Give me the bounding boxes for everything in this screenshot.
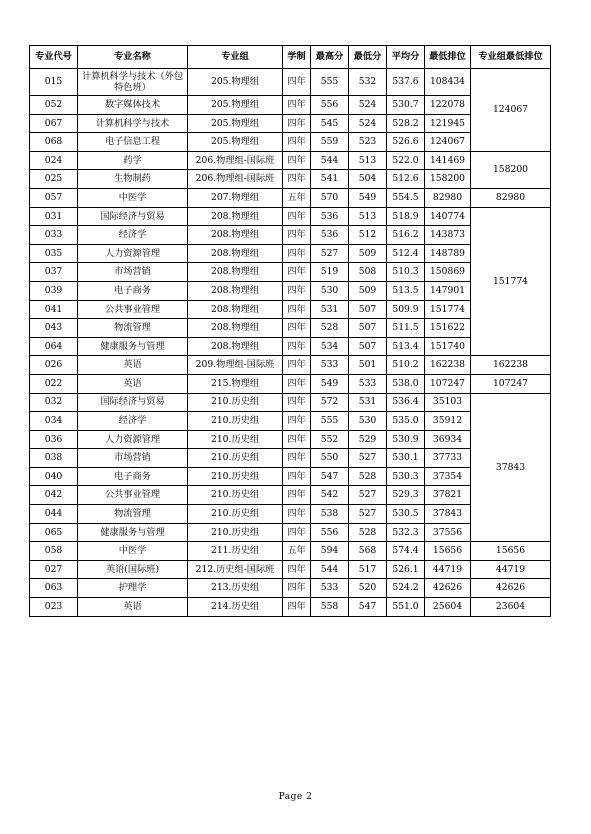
cell-years: 四年 <box>283 560 311 579</box>
table-row <box>30 151 551 170</box>
cell-code: 064 <box>30 337 78 356</box>
cell-max: 545 <box>311 114 349 133</box>
cell-rank: 37733 <box>425 449 471 468</box>
cell-group: 209.物理组-国际班 <box>188 356 283 375</box>
cell-avg: 512.4 <box>387 244 425 263</box>
cell-code: 038 <box>30 449 78 468</box>
cell-avg: 513.5 <box>387 281 425 300</box>
cell-code: 041 <box>30 300 78 319</box>
cell-min: 528 <box>349 467 387 486</box>
cell-max: 542 <box>311 486 349 505</box>
cell-avg: 524.2 <box>387 579 425 598</box>
cell-min: 507 <box>349 300 387 319</box>
cell-min: 524 <box>349 96 387 115</box>
cell-avg: 554.5 <box>387 188 425 207</box>
cell-group: 208.物理组 <box>188 226 283 245</box>
cell-rank: 42626 <box>425 579 471 598</box>
cell-years: 四年 <box>283 467 311 486</box>
cell-name: 中医学 <box>78 188 188 207</box>
cell-max: 556 <box>311 96 349 115</box>
cell-years: 四年 <box>283 337 311 356</box>
cell-rank: 151774 <box>425 300 471 319</box>
cell-rank: 25604 <box>425 598 471 617</box>
cell-group: 210.历史组 <box>188 430 283 449</box>
cell-avg: 538.0 <box>387 374 425 393</box>
cell-min: 513 <box>349 207 387 226</box>
cell-years: 四年 <box>283 151 311 170</box>
cell-group-min-rank: 42626 <box>471 579 551 598</box>
cell-rank: 35912 <box>425 412 471 431</box>
cell-max: 559 <box>311 133 349 152</box>
cell-group-min-rank: 158200 <box>471 151 551 188</box>
cell-max: 531 <box>311 300 349 319</box>
cell-code: 039 <box>30 281 78 300</box>
cell-group: 210.历史组 <box>188 467 283 486</box>
cell-years: 四年 <box>283 170 311 189</box>
cell-rank: 148789 <box>425 244 471 263</box>
cell-code: 065 <box>30 523 78 542</box>
cell-max: 547 <box>311 467 349 486</box>
table-body <box>30 69 551 617</box>
cell-max: 536 <box>311 207 349 226</box>
cell-avg: 529.3 <box>387 486 425 505</box>
cell-years: 四年 <box>283 505 311 524</box>
cell-years: 四年 <box>283 244 311 263</box>
cell-max: 541 <box>311 170 349 189</box>
cell-min: 527 <box>349 486 387 505</box>
cell-name: 公共事业管理 <box>78 486 188 505</box>
cell-group: 206.物理组-国际班 <box>188 151 283 170</box>
cell-min: 509 <box>349 244 387 263</box>
cell-avg: 512.6 <box>387 170 425 189</box>
cell-rank: 122078 <box>425 96 471 115</box>
cell-group-min-rank: 151774 <box>471 207 551 356</box>
cell-rank: 37843 <box>425 505 471 524</box>
cell-code: 033 <box>30 226 78 245</box>
cell-avg: 511.5 <box>387 319 425 338</box>
cell-min: 529 <box>349 430 387 449</box>
cell-name: 计算机科学与技术（外包特色班） <box>78 69 188 96</box>
cell-years: 四年 <box>283 319 311 338</box>
cell-avg: 516.2 <box>387 226 425 245</box>
cell-years: 四年 <box>283 579 311 598</box>
header-group-rank: 专业组最低排位 <box>471 46 551 69</box>
cell-code: 035 <box>30 244 78 263</box>
table-header-row <box>30 46 551 69</box>
cell-group: 205.物理组 <box>188 96 283 115</box>
cell-max: 555 <box>311 69 349 96</box>
cell-code: 043 <box>30 319 78 338</box>
cell-max: 536 <box>311 226 349 245</box>
table-row <box>30 560 551 579</box>
cell-rank: 121945 <box>425 114 471 133</box>
cell-name: 计算机科学与技术 <box>78 114 188 133</box>
cell-years: 四年 <box>283 69 311 96</box>
table-row <box>30 374 551 393</box>
cell-years: 四年 <box>283 598 311 617</box>
cell-group: 210.历史组 <box>188 393 283 412</box>
cell-avg: 530.7 <box>387 96 425 115</box>
cell-avg: 513.4 <box>387 337 425 356</box>
cell-avg: 536.4 <box>387 393 425 412</box>
cell-name: 公共事业管理 <box>78 300 188 319</box>
cell-max: 519 <box>311 263 349 282</box>
cell-avg: 574.4 <box>387 542 425 561</box>
cell-group: 208.物理组 <box>188 244 283 263</box>
cell-years: 四年 <box>283 114 311 133</box>
cell-name: 护理学 <box>78 579 188 598</box>
cell-avg: 530.3 <box>387 467 425 486</box>
cell-code: 015 <box>30 69 78 96</box>
cell-min: 520 <box>349 579 387 598</box>
cell-code: 032 <box>30 393 78 412</box>
cell-code: 058 <box>30 542 78 561</box>
cell-group: 210.历史组 <box>188 449 283 468</box>
cell-years: 四年 <box>283 263 311 282</box>
cell-group-min-rank: 162238 <box>471 356 551 375</box>
cell-min: 527 <box>349 505 387 524</box>
cell-avg: 526.6 <box>387 133 425 152</box>
cell-name: 经济学 <box>78 226 188 245</box>
cell-group-min-rank: 23604 <box>471 598 551 617</box>
cell-years: 四年 <box>283 430 311 449</box>
cell-years: 五年 <box>283 188 311 207</box>
cell-group: 210.历史组 <box>188 412 283 431</box>
cell-years: 四年 <box>283 226 311 245</box>
cell-group: 210.历史组 <box>188 486 283 505</box>
header-group: 专业组 <box>188 46 283 69</box>
cell-rank: 158200 <box>425 170 471 189</box>
cell-code: 036 <box>30 430 78 449</box>
cell-code: 022 <box>30 374 78 393</box>
page-footer: Page 2 <box>278 792 313 802</box>
cell-avg: 510.3 <box>387 263 425 282</box>
cell-avg: 535.0 <box>387 412 425 431</box>
cell-min: 523 <box>349 133 387 152</box>
cell-years: 四年 <box>283 393 311 412</box>
cell-rank: 147901 <box>425 281 471 300</box>
cell-rank: 107247 <box>425 374 471 393</box>
cell-group: 208.物理组 <box>188 263 283 282</box>
cell-max: 528 <box>311 319 349 338</box>
table-row <box>30 579 551 598</box>
cell-max: 558 <box>311 598 349 617</box>
cell-name: 市场营销 <box>78 263 188 282</box>
cell-group: 208.物理组 <box>188 207 283 226</box>
cell-code: 025 <box>30 170 78 189</box>
cell-years: 四年 <box>283 486 311 505</box>
cell-rank: 140774 <box>425 207 471 226</box>
cell-min: 530 <box>349 412 387 431</box>
cell-avg: 522.0 <box>387 151 425 170</box>
cell-code: 044 <box>30 505 78 524</box>
cell-min: 501 <box>349 356 387 375</box>
cell-rank: 141469 <box>425 151 471 170</box>
cell-group: 205.物理组 <box>188 114 283 133</box>
cell-group: 208.物理组 <box>188 337 283 356</box>
cell-max: 552 <box>311 430 349 449</box>
cell-rank: 36934 <box>425 430 471 449</box>
cell-rank: 37556 <box>425 523 471 542</box>
table-row <box>30 542 551 561</box>
cell-group: 213.历史组 <box>188 579 283 598</box>
cell-group: 208.物理组 <box>188 281 283 300</box>
table-row <box>30 598 551 617</box>
cell-min: 527 <box>349 449 387 468</box>
cell-years: 四年 <box>283 96 311 115</box>
cell-max: 572 <box>311 393 349 412</box>
cell-group: 207.物理组 <box>188 188 283 207</box>
cell-code: 031 <box>30 207 78 226</box>
cell-group: 215.物理组 <box>188 374 283 393</box>
cell-max: 544 <box>311 560 349 579</box>
cell-group-min-rank: 44719 <box>471 560 551 579</box>
cell-code: 037 <box>30 263 78 282</box>
header-code: 专业代号 <box>30 46 78 69</box>
admission-score-table <box>29 45 551 617</box>
cell-avg: 526.1 <box>387 560 425 579</box>
header-max: 最高分 <box>311 46 349 69</box>
cell-name: 电子信息工程 <box>78 133 188 152</box>
cell-name: 电子商务 <box>78 467 188 486</box>
cell-years: 五年 <box>283 542 311 561</box>
cell-group: 205.物理组 <box>188 133 283 152</box>
cell-min: 532 <box>349 69 387 96</box>
cell-min: 568 <box>349 542 387 561</box>
cell-name: 健康服务与管理 <box>78 523 188 542</box>
cell-name: 中医学 <box>78 542 188 561</box>
cell-avg: 518.9 <box>387 207 425 226</box>
cell-code: 042 <box>30 486 78 505</box>
cell-rank: 150869 <box>425 263 471 282</box>
cell-min: 547 <box>349 598 387 617</box>
table-row <box>30 69 551 96</box>
cell-rank: 108434 <box>425 69 471 96</box>
cell-name: 生物制药 <box>78 170 188 189</box>
cell-rank: 37821 <box>425 486 471 505</box>
cell-name: 人力资源管理 <box>78 244 188 263</box>
cell-code: 057 <box>30 188 78 207</box>
cell-max: 550 <box>311 449 349 468</box>
cell-group: 210.历史组 <box>188 505 283 524</box>
cell-rank: 37354 <box>425 467 471 486</box>
cell-years: 四年 <box>283 356 311 375</box>
cell-years: 四年 <box>283 281 311 300</box>
table-row <box>30 393 551 412</box>
cell-group: 206.物理组-国际班 <box>188 170 283 189</box>
cell-group: 212.历史组-国际班 <box>188 560 283 579</box>
cell-name: 英语 <box>78 356 188 375</box>
cell-code: 063 <box>30 579 78 598</box>
header-years: 学制 <box>283 46 311 69</box>
cell-rank: 82980 <box>425 188 471 207</box>
cell-name: 药学 <box>78 151 188 170</box>
cell-years: 四年 <box>283 207 311 226</box>
cell-rank: 44719 <box>425 560 471 579</box>
cell-years: 四年 <box>283 374 311 393</box>
cell-code: 067 <box>30 114 78 133</box>
cell-group: 214.历史组 <box>188 598 283 617</box>
table-row <box>30 207 551 226</box>
cell-avg: 510.2 <box>387 356 425 375</box>
cell-min: 508 <box>349 263 387 282</box>
cell-code: 052 <box>30 96 78 115</box>
cell-avg: 551.0 <box>387 598 425 617</box>
cell-avg: 537.6 <box>387 69 425 96</box>
cell-max: 538 <box>311 505 349 524</box>
cell-min: 507 <box>349 337 387 356</box>
cell-code: 068 <box>30 133 78 152</box>
cell-min: 517 <box>349 560 387 579</box>
cell-code: 023 <box>30 598 78 617</box>
header-avg: 平均分 <box>387 46 425 69</box>
cell-max: 527 <box>311 244 349 263</box>
cell-rank: 35103 <box>425 393 471 412</box>
cell-min: 531 <box>349 393 387 412</box>
cell-rank: 151622 <box>425 319 471 338</box>
cell-name: 电子商务 <box>78 281 188 300</box>
cell-group-min-rank: 82980 <box>471 188 551 207</box>
cell-group: 208.物理组 <box>188 319 283 338</box>
cell-name: 物流管理 <box>78 505 188 524</box>
cell-rank: 151740 <box>425 337 471 356</box>
cell-name: 英语 <box>78 374 188 393</box>
cell-name: 英语(国际班) <box>78 560 188 579</box>
cell-max: 549 <box>311 374 349 393</box>
cell-min: 549 <box>349 188 387 207</box>
cell-avg: 528.2 <box>387 114 425 133</box>
cell-code: 034 <box>30 412 78 431</box>
cell-min: 528 <box>349 523 387 542</box>
cell-group-min-rank: 15656 <box>471 542 551 561</box>
cell-group-min-rank: 107247 <box>471 374 551 393</box>
cell-name: 英语 <box>78 598 188 617</box>
cell-max: 556 <box>311 523 349 542</box>
cell-max: 534 <box>311 337 349 356</box>
cell-min: 507 <box>349 319 387 338</box>
header-name: 专业名称 <box>78 46 188 69</box>
cell-years: 四年 <box>283 412 311 431</box>
cell-years: 四年 <box>283 300 311 319</box>
cell-years: 四年 <box>283 133 311 152</box>
cell-code: 026 <box>30 356 78 375</box>
cell-name: 数字媒体技术 <box>78 96 188 115</box>
cell-max: 533 <box>311 579 349 598</box>
cell-rank: 124067 <box>425 133 471 152</box>
cell-name: 国际经济与贸易 <box>78 207 188 226</box>
cell-max: 530 <box>311 281 349 300</box>
cell-rank: 15656 <box>425 542 471 561</box>
cell-avg: 509.9 <box>387 300 425 319</box>
cell-avg: 530.9 <box>387 430 425 449</box>
cell-avg: 532.3 <box>387 523 425 542</box>
cell-code: 024 <box>30 151 78 170</box>
cell-code: 040 <box>30 467 78 486</box>
cell-group: 208.物理组 <box>188 300 283 319</box>
cell-code: 027 <box>30 560 78 579</box>
cell-rank: 162238 <box>425 356 471 375</box>
cell-group-min-rank: 37843 <box>471 393 551 542</box>
cell-years: 四年 <box>283 449 311 468</box>
cell-name: 健康服务与管理 <box>78 337 188 356</box>
cell-avg: 530.5 <box>387 505 425 524</box>
cell-max: 533 <box>311 356 349 375</box>
cell-group: 211.历史组 <box>188 542 283 561</box>
table-row <box>30 188 551 207</box>
cell-min: 524 <box>349 114 387 133</box>
cell-group: 205.物理组 <box>188 69 283 96</box>
cell-name: 市场营销 <box>78 449 188 468</box>
header-rank: 最低排位 <box>425 46 471 69</box>
cell-name: 物流管理 <box>78 319 188 338</box>
cell-min: 509 <box>349 281 387 300</box>
cell-group: 210.历史组 <box>188 523 283 542</box>
cell-rank: 143873 <box>425 226 471 245</box>
cell-max: 570 <box>311 188 349 207</box>
cell-name: 人力资源管理 <box>78 430 188 449</box>
cell-name: 经济学 <box>78 412 188 431</box>
cell-min: 533 <box>349 374 387 393</box>
cell-min: 504 <box>349 170 387 189</box>
cell-min: 513 <box>349 151 387 170</box>
cell-avg: 530.1 <box>387 449 425 468</box>
cell-name: 国际经济与贸易 <box>78 393 188 412</box>
table-row <box>30 356 551 375</box>
cell-group-min-rank: 124067 <box>471 69 551 152</box>
cell-max: 555 <box>311 412 349 431</box>
cell-min: 512 <box>349 226 387 245</box>
cell-max: 544 <box>311 151 349 170</box>
cell-years: 四年 <box>283 523 311 542</box>
header-min: 最低分 <box>349 46 387 69</box>
cell-max: 594 <box>311 542 349 561</box>
